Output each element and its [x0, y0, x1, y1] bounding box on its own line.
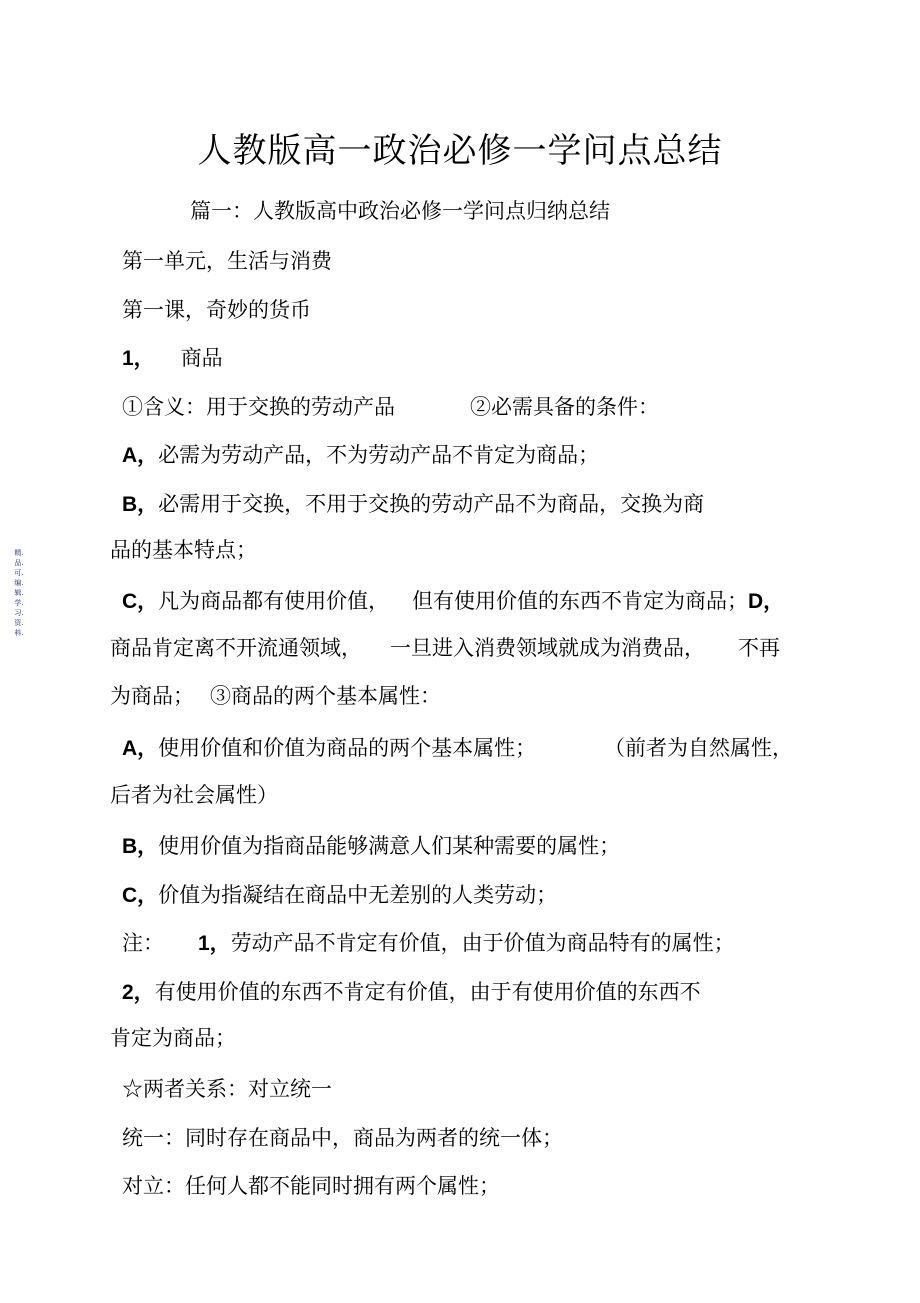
text-line — [198, 928, 735, 959]
text-line — [412, 586, 784, 617]
section-heading — [122, 343, 223, 374]
list-marker: D， — [748, 590, 785, 613]
list-text: 但有使用价值的东西不肯定为商品； — [412, 589, 748, 613]
page-title: 人教版高一政治必修一学问点总结 — [197, 131, 723, 171]
text-line — [122, 586, 389, 617]
list-marker: B， — [122, 835, 159, 858]
text-line: ②必需具备的条件： — [470, 395, 659, 419]
text-line: 统一：同时存在商品中，商品为两者的统一体； — [122, 1126, 563, 1150]
text-line: 后者为社会属性） — [110, 783, 278, 807]
list-marker: 1， — [198, 932, 231, 955]
text-line — [122, 733, 536, 764]
unit-heading: 第一单元，生活与消费 — [122, 249, 332, 273]
side-watermark: 精.品.可.编.辑.学.习.资.料. — [14, 549, 24, 637]
subtitle: 篇一：人教版高中政治必修一学问点归纳总结 — [190, 199, 610, 223]
list-text: 使用价值和价值为商品的两个基本属性； — [158, 736, 537, 760]
text-line: 对立：任何人都不能同时拥有两个属性； — [122, 1174, 500, 1198]
section-number: 1， — [122, 347, 155, 370]
text-line: 肯定为商品； — [110, 1026, 236, 1050]
text-line — [122, 440, 599, 471]
text-line: ③商品的两个基本属性： — [210, 684, 441, 708]
list-marker: 2， — [122, 981, 155, 1004]
list-marker: A， — [122, 737, 159, 760]
text-line — [122, 880, 557, 911]
text-line: 不再 — [738, 636, 780, 660]
list-marker: A， — [122, 444, 159, 467]
text-line — [122, 977, 701, 1008]
list-marker: B， — [122, 493, 159, 516]
section-title: 商品 — [180, 346, 223, 370]
list-text: 劳动产品不肯定有价值，由于价值为商品特有的属性； — [230, 931, 735, 955]
list-marker: C， — [122, 590, 159, 613]
list-text: 价值为指凝结在商品中无差别的人类劳动； — [158, 883, 558, 907]
list-text: 凡为商品都有使用价值， — [158, 589, 390, 613]
text-line: 品的基本特点； — [110, 538, 257, 562]
text-line: 为商品； — [110, 684, 194, 708]
text-line — [122, 489, 704, 520]
text-line: ☆两者关系：对立统一 — [122, 1077, 332, 1101]
note-label: 注： — [122, 931, 164, 955]
list-text: 有使用价值的东西不肯定有价值，由于有使用价值的东西不 — [154, 980, 701, 1004]
text-line — [122, 831, 620, 862]
list-text: 必需用于交换，不用于交换的劳动产品不为商品，交换为商 — [158, 492, 705, 516]
list-marker: C， — [122, 884, 159, 907]
text-line: （前者为自然属性， — [604, 736, 793, 760]
list-text: 使用价值为指商品能够满意人们某种需要的属性； — [158, 834, 621, 858]
list-text: 必需为劳动产品，不为劳动产品不肯定为商品； — [158, 443, 600, 467]
text-line: ①含义：用于交换的劳动产品 — [122, 395, 395, 419]
lesson-heading: 第一课，奇妙的货币 — [122, 298, 311, 322]
text-line: 一旦进入消费领域就成为消费品， — [390, 636, 705, 660]
text-line: 商品肯定离不开流通领域， — [110, 636, 362, 660]
